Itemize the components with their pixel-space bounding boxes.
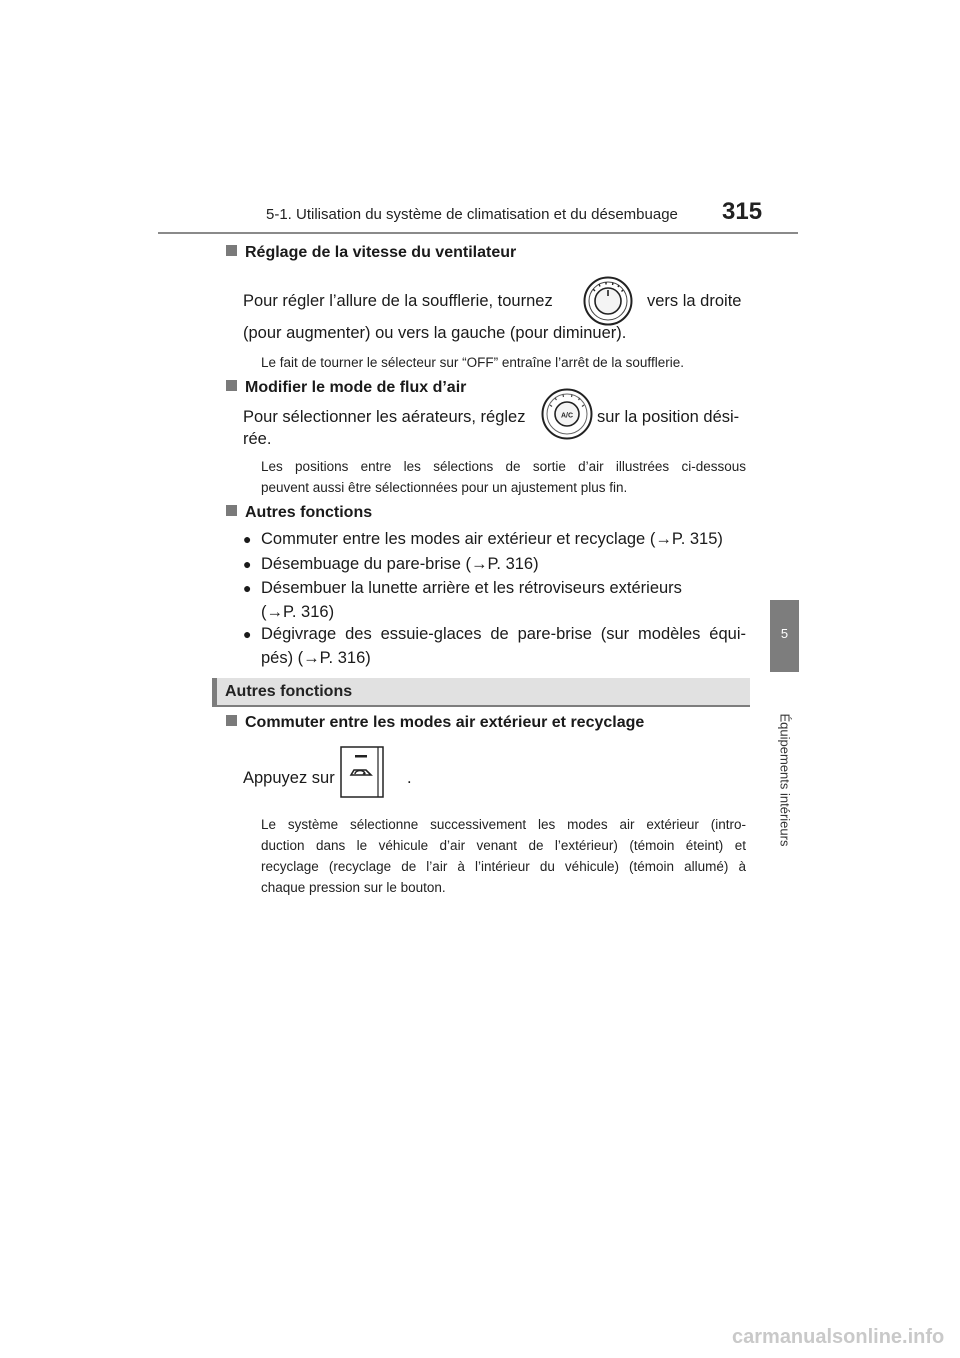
airflow-mode-heading — [226, 379, 466, 397]
chapter-tab — [770, 600, 799, 672]
bullet-dot-icon: ● — [243, 531, 252, 547]
airflow-mode-note-line1: Les positions entre les sélections de sortie d’air illustrées ci-dessous — [261, 459, 746, 474]
recirculation-text-before: Appuyez sur — [243, 769, 335, 787]
section-bar — [212, 678, 750, 707]
list-item-text: Commuter entre les modes air extérieur et recyclage (→P. 315) — [261, 530, 723, 548]
other-functions-heading-text: Autres fonctions — [245, 504, 373, 521]
fan-speed-heading-text: Réglage de la vitesse du ventilateur — [245, 244, 517, 261]
list-item — [243, 623, 753, 669]
recirculation-note-line4: chaque pression sur le bouton. — [261, 880, 446, 895]
fan-speed-text-before: Pour régler l’allure de la soufflerie, tournez — [243, 292, 553, 310]
bullet-dot-icon: ● — [243, 580, 252, 596]
chapter-title: Équipements intérieurs — [777, 713, 793, 847]
list-item-text: Désembuer la lunette arrière et les rétroviseurs extérieurs — [261, 579, 682, 597]
airflow-dial-label: A/C — [560, 412, 574, 420]
header-divider — [158, 232, 798, 234]
fan-speed-text-after: vers la droite — [647, 292, 742, 310]
airflow-mode-text-after: sur la position dési- — [597, 408, 740, 426]
recirculation-text-after: . — [407, 769, 412, 787]
airflow-mode-note-line2: peuvent aussi être sélectionnées pour un ajustement plus fin. — [261, 480, 628, 495]
airflow-mode-dial-icon — [541, 388, 593, 440]
square-bullet-icon — [226, 715, 237, 726]
section-bar-accent — [212, 678, 217, 707]
list-item-text-line2: pés) (→P. 316) — [261, 649, 371, 667]
airflow-mode-heading-text: Modifier le mode de flux d’air — [245, 379, 467, 396]
list-item — [243, 553, 753, 575]
header-section-title: 5-1. Utilisation du système de climatisation et du désembuage — [266, 206, 678, 223]
square-bullet-icon — [226, 245, 237, 256]
airflow-mode-text-before: Pour sélectionner les aérateurs, réglez — [243, 408, 526, 426]
page-number: 315 — [722, 198, 763, 225]
other-functions-heading — [226, 504, 372, 522]
list-item — [243, 528, 753, 550]
bullet-dot-icon: ● — [243, 556, 252, 572]
section-bar-title: Autres fonctions — [225, 683, 353, 700]
fan-speed-text-line2: (pour augmenter) ou vers la gauche (pour diminuer). — [243, 324, 627, 342]
airflow-mode-text-line2: rée. — [243, 430, 272, 448]
recirculation-button-icon — [340, 746, 384, 798]
fan-speed-text — [243, 290, 553, 312]
recirculation-heading — [226, 714, 644, 732]
square-bullet-icon — [226, 505, 237, 516]
recirculation-note-line3: recyclage (recyclage de l’air à l’intérieur du véhicule) (témoin allumé) à — [261, 859, 746, 874]
fan-speed-dial-icon — [583, 276, 633, 326]
recirculation-note-line2: duction dans le véhicule d’air venant de l’extérieur) (témoin éteint) et — [261, 838, 746, 853]
list-item — [243, 577, 753, 623]
chapter-title-vertical — [771, 690, 799, 870]
list-item-text: Dégivrage des essuie-glaces de pare-brise (sur modèles équi- — [261, 625, 746, 643]
bullet-dot-icon: ● — [243, 626, 252, 642]
watermark: carmanualsonline.info — [732, 1326, 945, 1348]
list-item-text: Désembuage du pare-brise (→P. 316) — [261, 555, 539, 573]
list-item-text-line2: (→P. 316) — [261, 603, 335, 621]
recirculation-note-line1: Le système sélectionne successivement les modes air extérieur (intro- — [261, 817, 746, 832]
square-bullet-icon — [226, 380, 237, 391]
recirculation-heading-text: Commuter entre les modes air extérieur et recyclage — [245, 714, 645, 731]
chapter-number: 5 — [780, 626, 789, 641]
fan-speed-heading — [226, 244, 516, 262]
fan-speed-note: Le fait de tourner le sélecteur sur “OFF” entraîne l’arrêt de la soufflerie. — [261, 355, 684, 370]
